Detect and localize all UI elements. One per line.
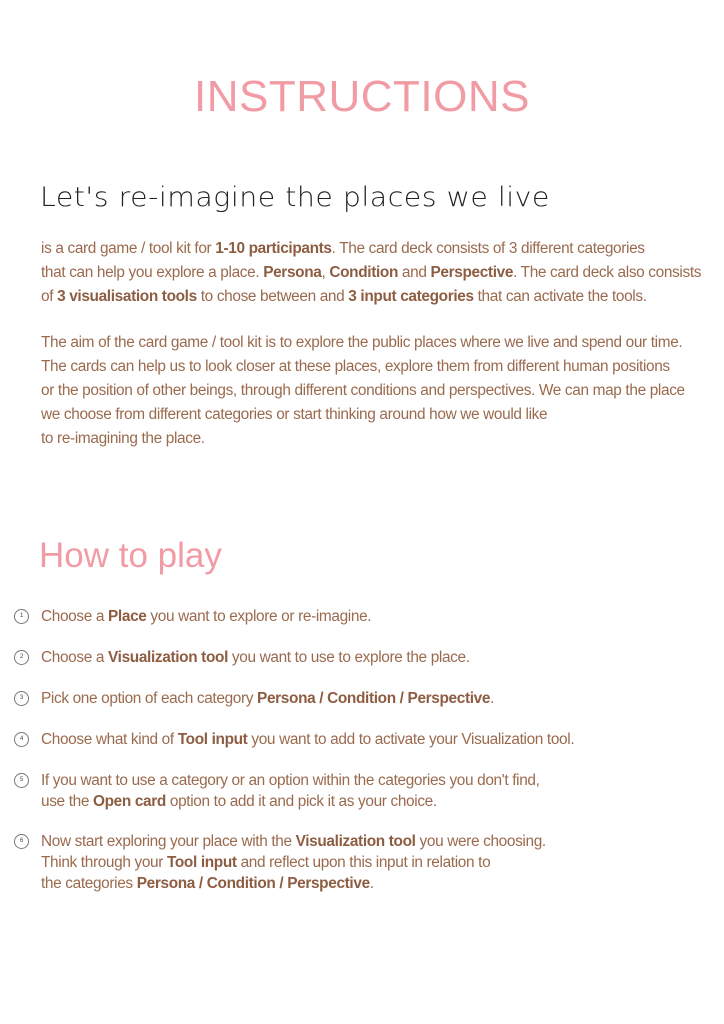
text-line [41,606,371,627]
text: Choose what kind of [41,731,178,748]
text: you were choosing. [415,833,546,850]
text-line [41,237,701,261]
bold-text: 1-10 participants [215,240,332,257]
bold-text: Condition [329,264,398,281]
step-number-icon: 5 [14,773,29,788]
text: Choose a [41,649,109,666]
text: and [398,264,431,281]
text-line [41,285,701,309]
text: or the position of other beings, through different conditions and perspectives. We can map the place [41,382,685,399]
text: Choose a [41,608,109,625]
step-number-icon: 4 [14,732,29,747]
step-item [20,729,575,750]
subtitle: Let's re-imagine the places we live [40,182,550,213]
step-number-icon: 1 [14,609,29,624]
bold-text: Tool input [177,731,248,748]
step-item [20,831,546,894]
text-line [41,873,546,894]
bold-text: Place [108,608,147,625]
text-line [41,379,685,403]
step-item [20,770,540,812]
page-title: INSTRUCTIONS [194,72,530,121]
how-to-play-heading: How to play [39,536,222,575]
text: that can activate the tools. [473,288,647,305]
text-line [41,852,546,873]
text-line [41,729,574,750]
text: is a card game / tool kit for [41,240,216,257]
text: Think through your [41,854,167,871]
text-line [41,770,540,791]
text-line [41,427,685,451]
text: The aim of the card game / tool kit is to explore the public places where we live and spend our time. [41,334,683,351]
bold-text: Visualization tool [295,833,416,850]
step-number-icon: 3 [14,691,29,706]
text: the categories [41,875,137,892]
step-item [20,606,372,627]
text-line [41,331,685,355]
aim-paragraph [41,331,685,451]
text: use the [41,793,93,810]
text: to re-imagining the place. [41,430,205,447]
bold-text: Visualization tool [108,649,228,666]
text: The cards can help us to look closer at these places, explore them from different human positions [41,358,670,375]
text-line [41,831,546,852]
text: and reflect upon this input in relation to [236,854,491,871]
text: to chose between and [196,288,349,305]
step-item [20,647,470,668]
step-item [20,688,495,709]
text: . [490,690,495,707]
text: Pick one option of each category [41,690,258,707]
text-line [41,688,494,709]
text: , [321,264,330,281]
text: option to add it and pick it as your choice. [165,793,437,810]
text: . [369,875,374,892]
bold-text: Persona / Condition / Perspective [136,875,370,892]
text: Now start exploring your place with the [41,833,296,850]
text: that can help you explore a place. [41,264,264,281]
text: . The card deck consists of 3 different categories [331,240,645,257]
step-number-icon: 2 [14,650,29,665]
text: you want to explore or re-imagine. [146,608,372,625]
intro-paragraph [41,237,701,309]
bold-text: 3 input categories [348,288,474,305]
text-line [41,791,540,812]
bold-text: Perspective [430,264,514,281]
text: you want to add to activate your Visualization tool. [247,731,575,748]
text-line [41,403,685,427]
text-line [41,355,685,379]
text-line [41,261,701,285]
text: If you want to use a category or an option within the categories you don't find, [41,772,540,789]
bold-text: 3 visualisation tools [57,288,197,305]
text: you want to use to explore the place. [228,649,470,666]
bold-text: Persona [263,264,322,281]
bold-text: Persona / Condition / Perspective [257,690,491,707]
bold-text: Tool input [166,854,237,871]
text: of [41,288,58,305]
text: we choose from different categories or start thinking around how we would like [41,406,548,423]
text-line [41,647,470,668]
bold-text: Open card [92,793,166,810]
step-number-icon: 6 [14,834,29,849]
text: . The card deck also consists [513,264,702,281]
